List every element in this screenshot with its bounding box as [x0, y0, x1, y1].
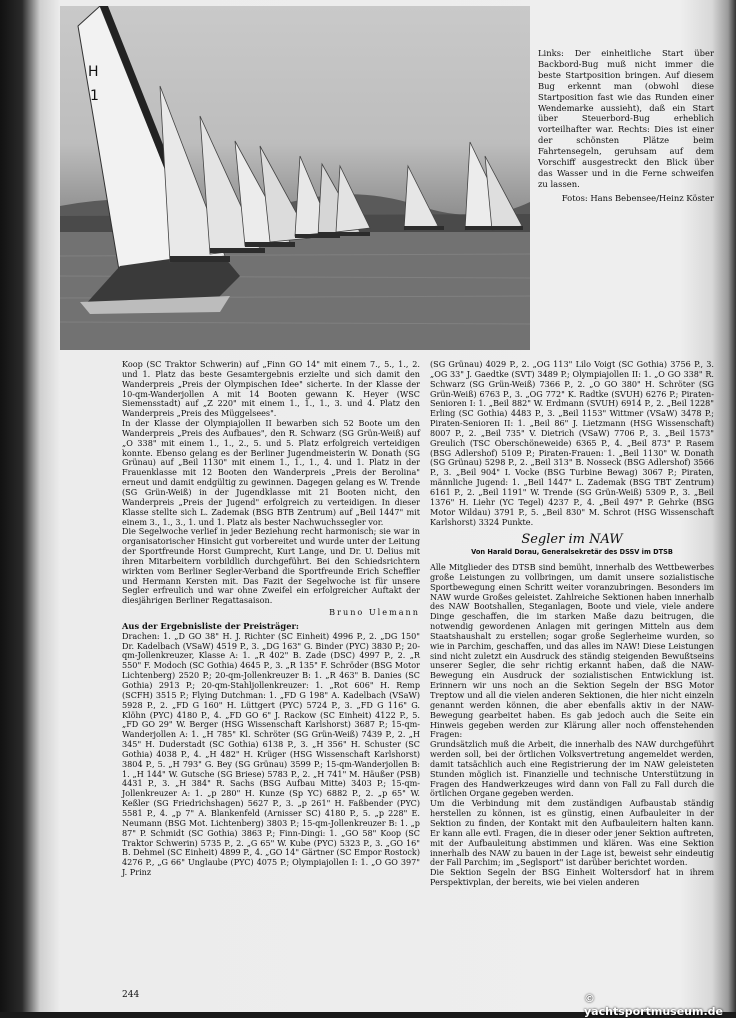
page-number: 244: [122, 990, 140, 1000]
article-paragraph-4: Die Sektion Segeln der BSG Einheit Woltersdorf hat in ihrem Perspektivplan, der bereits, wie bei vielen anderen: [430, 867, 714, 888]
watermark: © yachtsportmuseum.de: [584, 992, 723, 1018]
article-paragraph-3: Um die Verbindung mit dem zuständigen Aufbaustab ständig herstellen zu können, ist es günstig, einen Aufbauleiter in der Sektion zu finden, der Kontakt mit den Aufbauleitern halten kann. Er kann alle evtl. Fragen, die in dieser oder jener Sektion auftreten, mit der Aufbauleitung abstimmen und klären. Was eine Sektion innerhalb des NAW zu bauen in der Lage ist, beweist sehr eindeutig der Fall Parchim; im „Seglsport" ist darüber berichtet worden.: [430, 798, 714, 868]
article-title: Segler im NAW: [521, 532, 623, 548]
results-list: Drachen: 1. „D GO 38" H. J. Richter (SC Einheit) 4996 P., 2. „DG 150" Dr. Kadelbach (VSaW) 4519 P., 3. „DG 163" G. Binder (PYC) 3830 P.; 20-qm-Jollenkreuzer, Klasse A: 1. „R 402" B. Zade (DSC) 4997 P., 2. „R 550" F. Modoch (SC Gothia) 4645 P., 3. „R 135" F. Schröder (BSG Motor Lichtenberg) 2520 P.; 20-qm-Jollenkreuzer B: 1. „R 463" B. Danies (SC Gothia) 2913 P.; 20-qm-Stahljollenkreuzer: 1. „Rot 606" H. Remp (SCFH) 3515 P.; Flying Dutchman: 1. „FD G 198" A. Kadelbach (VSaW) 5928 P., 2. „FD G 160" H. Lüttgert (PYC) 5724 P., 3. „FD G 116" G. Klöhn (PYC) 4180 P., 4. „FD GO 6" J. Rackow (SC Einheit) 4122 P., 5. „FD GO 29" W. Berger (HSG Wissenschaft Karlshorst) 3687 P.; 15-qm-Wanderjollen A: 1. „H 785" Kl. Schröter (SG Grün-Weiß) 7439 P., 2. „H 345" H. Duderstadt (SC Gothia) 6138 P., 3. „H 356" H. Schuster (SC Gothia) 4038 P., 4. „H 482" H. Krüger (HSG Wissenschaft Karlshorst) 3804 P., 5. „H 793" G. Bey (SG Grünau) 3599 P.; 15-qm-Wanderjollen B: 1. „H 144" W. Gutsche (SG Briese) 5783 P., 2. „H 741" M. Häußer (PSB) 4431 P., 3. „H 384" R. Sachs (BSG Aufbau Mitte) 3403 P.; 15-qm-Jollenkreuzer A: 1. „p 280" H. Kunze (Sp YC) 6882 P., 2. „p 65" W. Keßler (SG Friedrichshagen) 5627 P., 3. „p 261" H. Faßbender (PYC) 5581 P., 4. „p 7" A. Blankenfeld (Arnisser SC) 4180 P., 5. „p 228" E. Neumann (BSG Mot. Lichtenberg) 3803 P.; 15-qm-Jollenkreuzer B: 1. „p 87" P. Schmidt (SC Gothia) 3863 P.; Finn-Dingi: 1. „GO 58" Koop (SC Traktor Schwerin) 5735 P., 2. „G 65" W. Kube (PYC) 5323 P., 3. „GO 16" B. Dehmel (SC Einheit) 4899 P., 4. „GO 14" Gärtner (SC Empor Rostock) 4276 P., „G 66" Unglaube (PYC) 4075 P.; Olympiajollen I: 1. „O GO 397" J. Prinz: [122, 630, 420, 878]
results-list-continued: (SG Grünau) 4029 P., 2. „OG 113" Lilo Voigt (SC Gothia) 3756 P., 3. „OG 33" J. Gaedtke (SVT) 3489 P.; Olympiajollen II: 1. „O GO 338" R. Schwarz (SG Grün-Weiß) 7366 P., 2. „O GO 380" H. Schröter (SG Grün-Weiß) 6763 P., 3. „OG 772" K. Radtke (SVUH) 6276 P.; Piraten-Senioren I: 1. „Beil 882" W. Erdmann (SVUH) 6914 P., 2. „Beil 1228" Erling (SC Gothia) 4483 P., 3. „Beil 1153" Wittmer (VSaW) 3478 P.; Piraten-Senioren II: 1. „Beil 86" J. Lietzmann (HSG Wissenschaft) 8007 P., 2. „Beil 735" V. Dietrich (VSaW) 7706 P., 3. „Beil 1573" Greulich (TSC Oberschöneweide) 6365 P., 4. „Beil 873" P. Rasem (BSG Adlershof) 5109 P.; Piraten-Frauen: 1. „Beil 1130" W. Donath (SG Grünau) 5298 P., 2. „Beil 313" B. Nosseck (BSG Adlershof) 3566 P., 3. „Beil 904" I. Vocke (BSG Turbine Bewag) 3067 P.; Piraten, männliche Jugend: 1. „Beil 1447" L. Zademak (BSG TBT Zentrum) 6161 P., 2. „Beil 1191" W. Trende (SG Grün-Weiß) 5309 P., 3. „Beil 1376" H. Liehr (YC Tegel) 4237 P., 4. „Beil 497" P. Gehrke (BSG Motor Wildau) 3791 P., 5. „Beil 830" M. Schrot (HSG Wissenschaft Karlshorst) 3324 Punkte.: [430, 359, 714, 527]
caption-text: Links: Der einheitliche Start über Backbord-Bug muß nicht immer die beste Startposition bringen. Auf diesem Bug erkennt man (obwohl diese Startposition fast wie das Runden einer Wendemarke aussieht), daß ein Start über Steuerbord-Bug erheblich vorteilhafter war. Rechts: Dies ist einer der schönsten Plätze beim Fahrtensegeln, geruhsam auf dem Vorschiff ausgestreckt den Blick über das Wasser und in die Ferne schweifen zu lassen.: [538, 48, 714, 189]
article-paragraph-1: Alle Mitglieder des DTSB sind bemüht, innerhalb des Wettbewerbes große Leistungen zu vollbringen, um damit unsere sozialistische Sportbewegung einen Schritt weiter voranzubringen. Besonders im NAW wurde Großes geleistet. Zahlreiche Sektionen haben innerhalb des NAW Bootshallen, Steganlagen, Boote und viele, viele andere Dinge geschaffen, die im starken Maße dazu beitrugen, die notwendig gewordenen Anlagen mit geringen Mitteln aus dem Staatshaushalt zu erstellen; sogar große Seglerheime wurden, so wie in Parchim, geschaffen, und das alles im NAW! Diese Leistungen sind nicht zuletzt ein Ausdruck des ständig steigenden Bewußtseins unserer Segler, die sehr richtig erkannt haben, daß die NAW-Bewegung ein Ausdruck der sozialistischen Entwicklung ist. Erinnern wir uns noch an die Sektion Segeln der BSG Motor Treptow und all die vielen anderen Sektionen, die hier nicht einzeln genannt werden können, die aber ebenfalls aktiv in der NAW-Bewegung gearbeitet haben. Es gab jedoch auch die Seite ein Hinweis gegeben werden zur Klärung aller noch offenstehenden Fragen:: [430, 562, 714, 740]
author-signature: Bruno Ulemann: [329, 607, 420, 618]
left-paragraph-2: In der Klasse der Olympiajollen II bewarben sich 52 Boote um den Wanderpreis „Preis des Aufbaues", den R. Schwarz (SG Grün-Weiß) auf „O 338" mit einem 1., 1., 2., 5. und 5. Platz erfolgreich verteidigen konnte. Ebenso gelang es der Berliner Jugendmeisterin W. Donath (SG Grünau) auf „Beil 1130" mit einem 1., 1., 1., 4. und 1. Platz in der Frauenklasse mit 12 Booten den Wanderpreis „Preis der Berolina" erneut und damit endgültig zu gewinnen. Dagegen gelang es W. Trende (SG Grün-Weiß) in der Jugendklasse mit 21 Booten nicht, den Wanderpreis „Preis der Jugend" erfolgreich zu verteidigen. In dieser Klasse stellte sich L. Zademak (BSG BTB Zentrum) auf „Beil 1447" mit einem 3., 1., 3., 1. und 1. Platz als bester Nachwuchssegler vor.: [122, 418, 420, 527]
photo-caption: [538, 48, 714, 204]
results-heading: Aus der Ergebnisliste der Preisträger:: [122, 620, 299, 631]
article-byline: Von Harald Dorau, Generalsekretär des DSSV im DTSB: [471, 548, 673, 557]
article-paragraph-2: Grundsätzlich muß die Arbeit, die innerhalb des NAW durchgeführt werden soll, bei der örtlichen Volksvertretung angemeldet werden, damit tatsächlich auch eine Registrierung der im NAW geleisteten Stunden möglich ist. Finanzielle und technische Unterstützung in Fragen des Handwerkzeuges wird dann von Fall zu Fall durch die örtlichen Organe gegeben werden.: [430, 739, 714, 799]
right-column: [430, 360, 714, 888]
sail-mark-1: 1: [90, 88, 99, 104]
sail-mark-h: H: [88, 64, 99, 80]
sailing-regatta-photo: [60, 6, 530, 350]
left-paragraph-3: Die Segelwoche verlief in jeder Beziehung recht harmonisch; sie war in organisatorischer Hinsicht gut vorbereitet und wurde unter der Leitung der Sportfreunde Horst Gumprecht, Kurt Lange, und Dr. U. Delius mit ihren Mitarbeitern vorbildlich durchgeführt. Bei den Schiedsrichtern wirkten vom Berliner Segler-Verband die Sportfreunde Erich Scheffler und Hermann Kersten mit. Das Fazit der Segelwoche ist für unsere Segler erfreulich und war ohne Zweifel ein erfolgreicher Auftakt der diesjährigen Berliner Regattasaison.: [122, 526, 420, 606]
left-column: [122, 360, 420, 878]
photo-credit: Fotos: Hans Bebensee/Heinz Köster: [561, 192, 714, 203]
left-paragraph-1: Koop (SC Traktor Schwerin) auf „Finn GO 14" mit einem 7., 5., 1., 2. und 1. Platz das beste Gesamtergebnis erzielte und sich damit den Wanderpreis „Preis der Olympischen Idee" sicherte. In der Klasse der 10-qm-Wanderjollen A mit 14 Booten gewann K. Heyer (WSC Siemensstadt) auf „Z 220" mit einem 1., 1., 1., 3. und 4. Platz den Wanderpreis „Preis des Müggelsees".: [122, 359, 420, 419]
